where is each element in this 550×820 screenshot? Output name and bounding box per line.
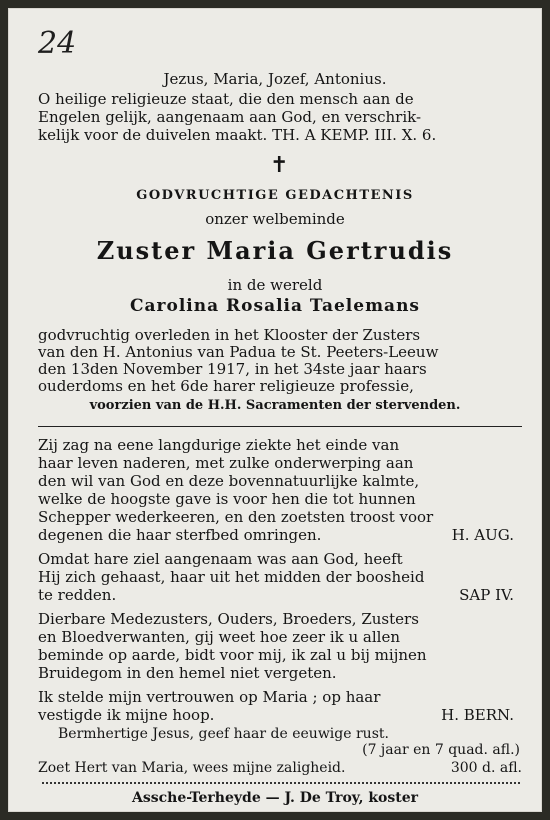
quote-line-1 [38, 90, 522, 108]
quote-line-3: kelijk voor de duivelen maakt. TH. A KEMP. III. X. 6. [38, 126, 437, 144]
handwritten-number: 24 [38, 26, 77, 61]
p3-line-2: en Bloedverwanten, gij weet hoe zeer ik u allen [38, 628, 400, 646]
p1-line-5: Schepper wederkeeren, en den zoetsten troost voor [38, 508, 434, 526]
p2-line-1: Omdat hare ziel aangenaam was aan God, heeft [38, 550, 403, 568]
p3-line-4: Bruidegom in den hemel niet vergeten. [38, 664, 337, 682]
p1-line-3: den wil van God en deze bovennatuurlijke kalmte, [38, 472, 420, 490]
heading: GODVRUCHTIGE GEDACHTENIS [136, 188, 414, 203]
p4-attribution: H. BERN. [441, 706, 514, 724]
prayer-1-indulgence: (7 jaar en 7 quad. afl.) [362, 742, 520, 758]
p3-line-1: Dierbare Medezusters, Ouders, Broeders, Zusters [38, 610, 419, 628]
death-line-2: van den H. Antonius van Padua te St. Peeters-Leeuw [38, 343, 439, 361]
death-line-5: voorzien van de H.H. Sacramenten der stervenden. [89, 398, 461, 413]
p1-line-6 [38, 526, 522, 544]
death-line-3: den 13den November 1917, in het 34ste jaar haars [38, 360, 427, 378]
cross-icon: ✝ [270, 153, 289, 178]
sister-name: Zuster Maria Gertrudis [96, 236, 454, 265]
invocation: Jezus, Maria, Jozef, Antonius. [163, 70, 387, 88]
prayer-1: Bermhertige Jesus, geef haar de eeuwige rust. [58, 726, 389, 742]
printer-line: Assche-Terheyde — J. De Troy, koster [131, 790, 419, 806]
quote-line-2: Engelen gelijk, aangenaam aan God, en verschrik- [38, 108, 422, 126]
death-line-1: godvruchtig overleden in het Klooster der Zusters [38, 326, 421, 344]
p1-attribution: H. AUG. [451, 526, 514, 544]
dotted-divider [42, 782, 520, 784]
divider [38, 426, 522, 427]
p1-line-4: welke de hoogste gave is voor hen die tot hunnen [38, 490, 416, 508]
prayer-2: Zoet Hert van Maria, wees mijne zaligheid. [38, 760, 346, 776]
memorial-card [8, 8, 542, 812]
p2-attribution: SAP IV. [459, 586, 514, 604]
prayer-2-row [38, 760, 522, 776]
prayer-2-indulgence: 300 d. afl. [450, 760, 522, 776]
p1-line-6-text: degenen die haar sterfbed omringen. [38, 526, 322, 544]
birth-name: Carolina Rosalia Taelemans [129, 296, 420, 316]
p2-line-2: Hij zich gehaast, haar uit het midden der boosheid [38, 568, 425, 586]
p1-line-1: Zij zag na eene langdurige ziekte het einde van [38, 436, 400, 454]
quote-text-1: O heilige religieuze staat, die den mensch aan de [38, 90, 414, 108]
p3-line-3: beminde op aarde, bidt voor mij, ik zal u bij mijnen [38, 646, 427, 664]
death-line-4: ouderdoms en het 6de harer religieuze professie, [38, 377, 414, 395]
p2-line-3-text: te redden. [38, 586, 117, 604]
p4-line-2 [38, 706, 522, 724]
subheading: onzer welbeminde [205, 210, 345, 228]
p1-line-2: haar leven naderen, met zulke onderwerping aan [38, 454, 414, 472]
in-world-label: in de wereld [227, 276, 323, 294]
p4-line-2-text: vestigde ik mijne hoop. [38, 706, 215, 724]
p2-line-3 [38, 586, 522, 604]
p4-line-1: Ik stelde mijn vertrouwen op Maria ; op haar [38, 688, 381, 706]
